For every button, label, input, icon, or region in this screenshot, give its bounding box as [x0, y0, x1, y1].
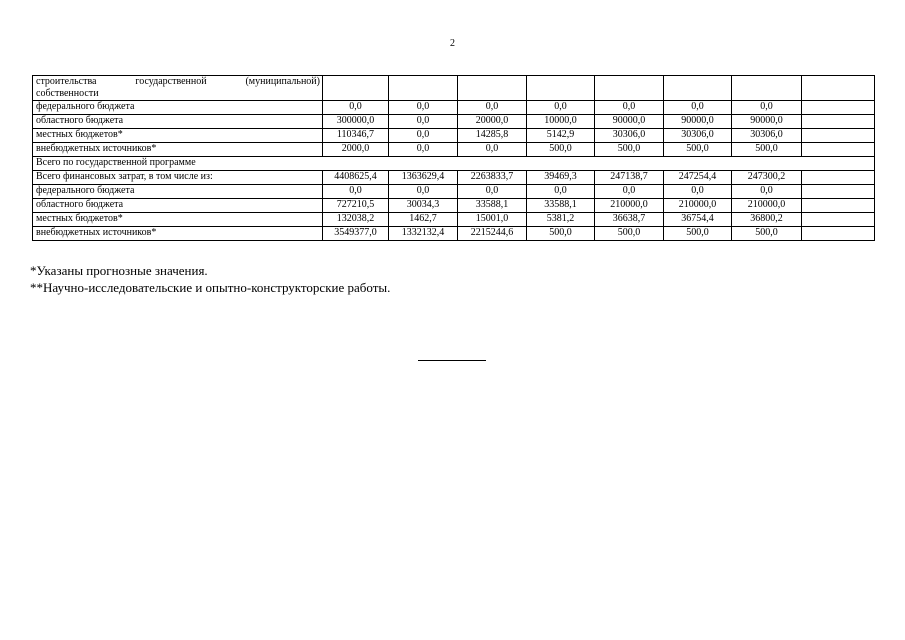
- value-cell: 0,0: [458, 101, 527, 115]
- value-cell: 0,0: [595, 185, 664, 199]
- table-row: [33, 143, 875, 157]
- value-cell: 247138,7: [595, 171, 664, 185]
- empty-cell: [389, 76, 458, 101]
- value-cell: 0,0: [389, 129, 458, 143]
- value-cell: [802, 199, 875, 213]
- value-cell: 0,0: [595, 101, 664, 115]
- value-cell: 0,0: [732, 101, 802, 115]
- value-cell: 39469,3: [527, 171, 595, 185]
- empty-cell: [802, 76, 875, 101]
- value-cell: 30034,3: [389, 199, 458, 213]
- value-cell: [802, 185, 875, 199]
- value-cell: 0,0: [458, 143, 527, 157]
- table-row: [33, 213, 875, 227]
- value-cell: 0,0: [664, 101, 732, 115]
- section-title: Всего по государственной программе: [33, 157, 875, 171]
- value-cell: 33588,1: [458, 199, 527, 213]
- row-label: Всего финансовых затрат, в том числе из:: [33, 171, 323, 185]
- value-cell: 110346,7: [323, 129, 389, 143]
- value-cell: 5381,2: [527, 213, 595, 227]
- value-cell: 5142,9: [527, 129, 595, 143]
- value-cell: 0,0: [732, 185, 802, 199]
- value-cell: 90000,0: [595, 115, 664, 129]
- value-cell: 210000,0: [664, 199, 732, 213]
- footnote-rnd: **Научно-исследовательские и опытно-конструкторские работы.: [30, 280, 391, 295]
- value-cell: [802, 213, 875, 227]
- intro-row: [33, 76, 875, 101]
- value-cell: 0,0: [323, 185, 389, 199]
- value-cell: 2215244,6: [458, 227, 527, 241]
- row-label: местных бюджетов*: [33, 213, 323, 227]
- empty-cell: [458, 76, 527, 101]
- value-cell: 30306,0: [595, 129, 664, 143]
- value-cell: 247254,4: [664, 171, 732, 185]
- intro-label: [33, 76, 323, 101]
- value-cell: [802, 129, 875, 143]
- row-label: федерального бюджета: [33, 101, 323, 115]
- table-row: [33, 227, 875, 241]
- value-cell: 500,0: [732, 143, 802, 157]
- value-cell: 500,0: [595, 227, 664, 241]
- footnotes: [30, 262, 390, 296]
- footnote-forecast: *Указаны прогнозные значения.: [30, 263, 208, 278]
- value-cell: [802, 101, 875, 115]
- section-row: [33, 157, 875, 171]
- value-cell: 10000,0: [527, 115, 595, 129]
- table-row: [33, 101, 875, 115]
- value-cell: 0,0: [458, 185, 527, 199]
- value-cell: 30306,0: [732, 129, 802, 143]
- empty-cell: [595, 76, 664, 101]
- value-cell: 247300,2: [732, 171, 802, 185]
- intro-line-2: собственности: [36, 88, 99, 99]
- row-label: областного бюджета: [33, 115, 323, 129]
- value-cell: 210000,0: [595, 199, 664, 213]
- value-cell: 500,0: [664, 143, 732, 157]
- empty-cell: [323, 76, 389, 101]
- value-cell: 500,0: [527, 143, 595, 157]
- row-label: внебюджетных источников*: [33, 227, 323, 241]
- value-cell: 0,0: [389, 143, 458, 157]
- financing-table: [32, 75, 875, 241]
- end-divider: [418, 360, 486, 361]
- intro-line-1: строительства государственной (муниципальной): [36, 76, 320, 87]
- value-cell: [802, 171, 875, 185]
- table-row: [33, 115, 875, 129]
- table-row: [33, 129, 875, 143]
- value-cell: 210000,0: [732, 199, 802, 213]
- value-cell: 33588,1: [527, 199, 595, 213]
- value-cell: 0,0: [389, 185, 458, 199]
- empty-cell: [732, 76, 802, 101]
- value-cell: [802, 115, 875, 129]
- value-cell: 500,0: [664, 227, 732, 241]
- value-cell: 727210,5: [323, 199, 389, 213]
- value-cell: 0,0: [389, 115, 458, 129]
- page-number: 2: [450, 38, 455, 49]
- empty-cell: [664, 76, 732, 101]
- value-cell: 0,0: [527, 185, 595, 199]
- value-cell: 14285,8: [458, 129, 527, 143]
- value-cell: 90000,0: [732, 115, 802, 129]
- value-cell: 300000,0: [323, 115, 389, 129]
- value-cell: 0,0: [323, 101, 389, 115]
- value-cell: 4408625,4: [323, 171, 389, 185]
- value-cell: [802, 143, 875, 157]
- table-row: [33, 185, 875, 199]
- value-cell: 132038,2: [323, 213, 389, 227]
- value-cell: 0,0: [664, 185, 732, 199]
- value-cell: 20000,0: [458, 115, 527, 129]
- value-cell: [802, 227, 875, 241]
- row-label: внебюджетных источников*: [33, 143, 323, 157]
- value-cell: 1462,7: [389, 213, 458, 227]
- row-label: местных бюджетов*: [33, 129, 323, 143]
- value-cell: 1363629,4: [389, 171, 458, 185]
- table-row: [33, 199, 875, 213]
- empty-cell: [527, 76, 595, 101]
- value-cell: 36800,2: [732, 213, 802, 227]
- value-cell: 36754,4: [664, 213, 732, 227]
- value-cell: 15001,0: [458, 213, 527, 227]
- value-cell: 0,0: [389, 101, 458, 115]
- value-cell: 0,0: [527, 101, 595, 115]
- value-cell: 500,0: [595, 143, 664, 157]
- value-cell: 36638,7: [595, 213, 664, 227]
- value-cell: 2000,0: [323, 143, 389, 157]
- value-cell: 500,0: [732, 227, 802, 241]
- value-cell: 500,0: [527, 227, 595, 241]
- value-cell: 3549377,0: [323, 227, 389, 241]
- value-cell: 90000,0: [664, 115, 732, 129]
- table-row: [33, 171, 875, 185]
- value-cell: 2263833,7: [458, 171, 527, 185]
- row-label: федерального бюджета: [33, 185, 323, 199]
- value-cell: 1332132,4: [389, 227, 458, 241]
- row-label: областного бюджета: [33, 199, 323, 213]
- value-cell: 30306,0: [664, 129, 732, 143]
